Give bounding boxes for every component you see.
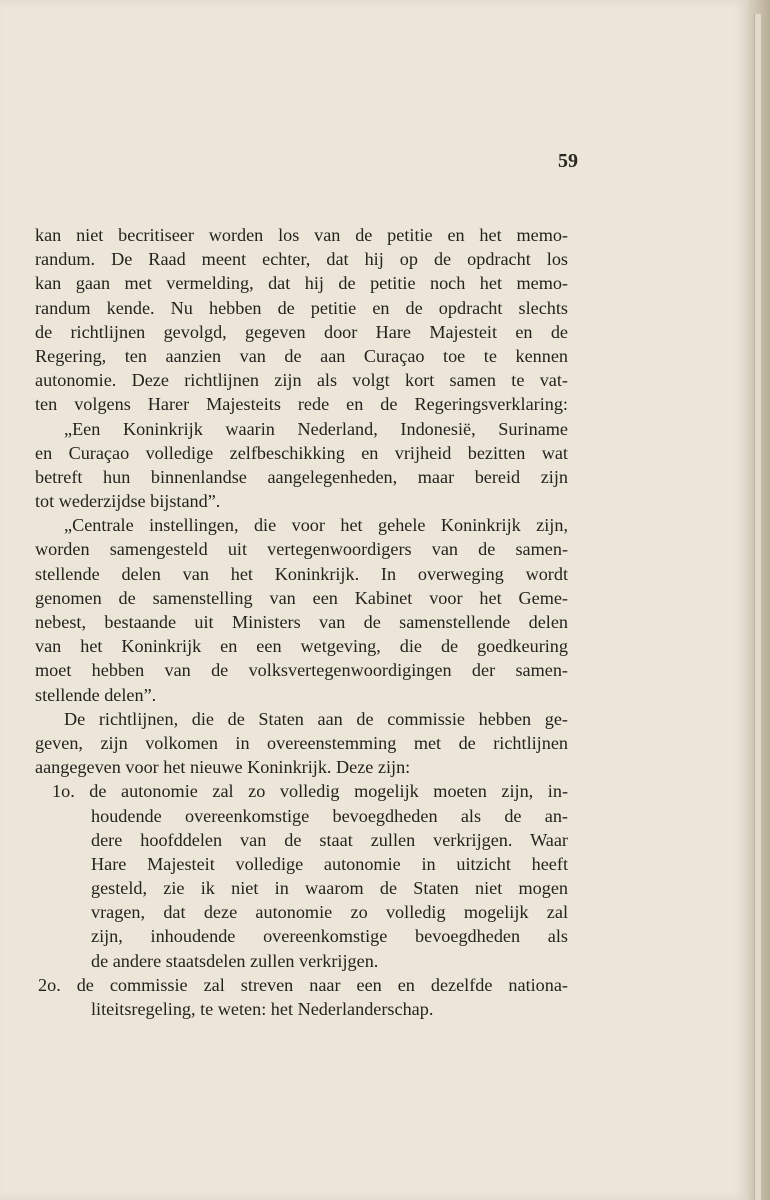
text-line: stellende delen”. [35,684,157,705]
text-line: geven, zijn volkomen in overeenstemming met de richtlijnen [35,732,568,753]
page-stack-edge-inner [754,14,761,1200]
text-line: ten volgens Harer Majesteits rede en de Regeringsverklaring: [35,394,568,415]
text-line: genomen de samenstelling van een Kabinet voor het Geme- [35,587,568,608]
text-line: aangegeven voor het nieuwe Koninkrijk. Deze zijn: [35,757,411,778]
text-line: vragen, dat deze autonomie zo volledig mogelijk zal [91,902,568,923]
text-line: dere hoofddelen van de staat zullen verkrijgen. Waar [91,829,568,850]
text-line: moet hebben van de volksvertegenwoordigingen der samen- [35,660,568,681]
text-line: en Curaçao volledige zelfbeschikking en vrijheid bezitten wat [35,442,568,463]
text-line: de richtlijnen gevolgd, gegeven door Hare Majesteit en de [35,321,568,342]
text-line: 2o. de commissie zal streven naar een en dezelfde nationa- [38,974,568,995]
text-line: randum kende. Nu hebben de petitie en de opdracht slechts [35,297,568,318]
text-line: randum. De Raad meent echter, dat hij op de opdracht los [35,249,568,270]
body-text [35,223,568,1021]
text-line: houdende overeenkomstige bevoegdheden als de an- [91,805,568,826]
text-line: Regering, ten aanzien van de aan Curaçao toe te kennen [35,345,568,366]
text-line: 1o. de autonomie zal zo volledig mogelijk moeten zijn, in- [52,781,568,802]
text-line: worden samengesteld uit vertegenwoordigers van de samen- [35,539,568,560]
text-line: „Een Koninkrijk waarin Nederland, Indonesië, Suriname [64,418,568,439]
text-line: stellende delen van het Koninkrijk. In overweging wordt [35,563,568,584]
text-line: van het Koninkrijk en een wetgeving, die de goedkeuring [35,636,568,657]
text-line: liteitsregeling, te weten: het Nederlanderschap. [91,999,434,1019]
text-line: kan gaan met vermelding, dat hij de petitie noch het memo- [35,273,568,294]
text-line: gesteld, zie ik niet in waarom de Staten niet mogen [91,878,568,899]
text-line: De richtlijnen, die de Staten aan de commissie hebben ge- [64,708,568,729]
text-line: autonomie. Deze richtlijnen zijn als volgt kort samen te vat- [35,370,568,391]
text-line: de andere staatsdelen zullen verkrijgen. [91,950,379,971]
text-line: „Centrale instellingen, die voor het gehele Koninkrijk zijn, [64,515,568,536]
text-line: Hare Majesteit volledige autonomie in uitzicht heeft [91,853,568,874]
text-line: betreft hun binnenlandse aangelegenheden, maar bereid zijn [35,466,568,487]
text-line: zijn, inhoudende overeenkomstige bevoegdheden als [91,926,568,947]
text-line: kan niet becritiseer worden los van de petitie en het memo- [35,225,568,245]
page-number: 59 [558,150,578,172]
text-line: tot wederzijdse bijstand”. [35,491,221,512]
text-line: nebest, bestaande uit Ministers van de samenstellende delen [35,612,568,632]
